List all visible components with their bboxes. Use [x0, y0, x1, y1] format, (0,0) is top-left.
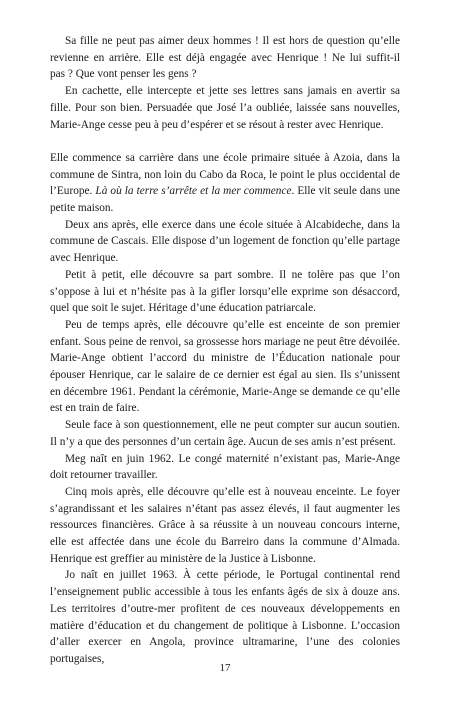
italic-quote: Là où la terre s’arrête et la mer commence: [95, 185, 292, 198]
section-break: [50, 133, 400, 150]
paragraph: Jo naît en juillet 1963. À cette période, le Portugal continental rend l’enseignement public accessible à tous les enfants âgés de six à douze ans. Les territoires d’outre-mer profitent de ces nouveaux développements en matière d’éducation et du changement de politique à Lisbonne. L’occasion d’aller exercer en Angola, province ultramarine, l’une des colonies portugaises,: [50, 569, 400, 665]
paragraph: Peu de temps après, elle découvre qu’elle est enceinte de son premier enfant. Sous peine de renvoi, sa grossesse hors mariage ne peut être dévoilée. Marie-Ange obtient l’accord du ministre de l’Éducation nationale pour épouser Henrique, car le salaire de ce dernier est égal au sien. Ils s’unissent en décembre 1961. Pendant la cérémonie, Marie-Ange se demande ce qu’elle est en train de faire.: [50, 318, 400, 415]
page-number: 17: [219, 662, 231, 674]
paragraph: En cachette, elle intercepte et jette ses lettres sans jamais en avertir sa fille. Pour son bien. Persuadée que José l’a oubliée, laissée sans nouvelles, Marie-Ange cesse peu à peu d’espérer et se résout à rester avec Henrique.: [50, 85, 400, 131]
paragraph: Meg naît en juin 1962. Le congé maternité n’existant pas, Marie-Ange doit retourner travailler.: [50, 452, 400, 482]
paragraph: Petit à petit, elle découvre sa part sombre. Il ne tolère pas que l’on s’oppose à lui et n’hésite pas à la gifler lorsqu’elle exprime son désaccord, quel que soit le sujet. Héritage d’une éducation patriarcale.: [50, 268, 400, 315]
paragraph-text: Elle commence sa carrière dans une école primaire située à Azoia, dans la commune de Sintra, non loin du Cabo da Roca, le point le plus occidental de l’Europe.: [50, 151, 400, 198]
paragraph-text: . Elle vit seule dans une petite maison.: [50, 185, 401, 215]
paragraph: Sa fille ne peut pas aimer deux hommes ! Il est hors de question qu’elle revienne en arrière. Elle est déjà engagée avec Henrique ! Ne lui suffit-il pas ? Que vont penser les gens ?: [50, 35, 400, 81]
paragraph: [50, 150, 400, 217]
paragraph: Cinq mois après, elle découvre qu’elle est à nouveau enceinte. Le foyer s’agrandissant et les salaires n’étant pas assez élevés, il faut augmenter les ressources financières. Grâce à sa réussite à un nouveau concours interne, elle est affectée dans une école du Barreiro dans la commune d’Almada. Henrique est greffier au ministère de la Justice à Lisbonne.: [50, 485, 400, 565]
paragraph: Seule face à son questionnement, elle ne peut compter sur aucun soutien. Il n’y a que des personnes d’un certain âge. Aucun de ses amis n’est présent.: [50, 419, 400, 448]
paragraph: Deux ans après, elle exerce dans une école située à Alcabideche, dans la commune de Cascais. Elle dispose d’un logement de fonction qu’elle partage avec Henrique.: [50, 218, 400, 265]
body-text: [50, 33, 400, 668]
